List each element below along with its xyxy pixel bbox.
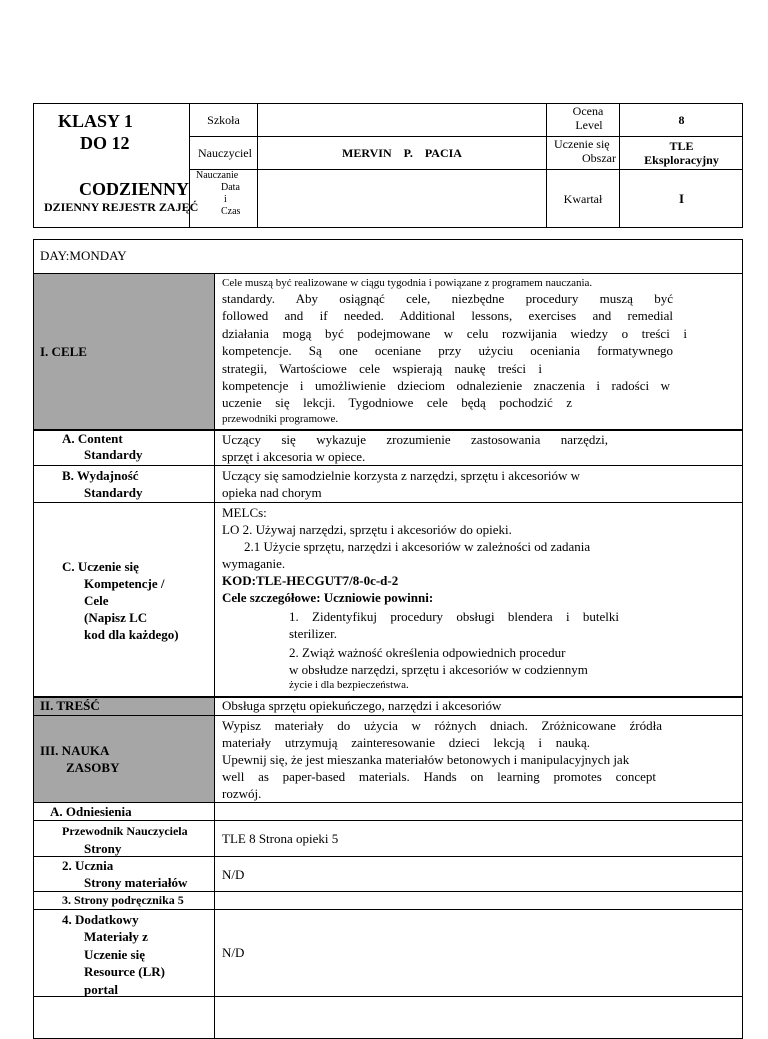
ref-teacher-guide-value: TLE 8 Strona opieki 5	[222, 831, 339, 846]
ref-learner-materials-label: 2. Ucznia Strony materiałów	[62, 858, 188, 890]
codzienny-title: CODZIENNY	[79, 179, 190, 199]
main-divider	[214, 273, 215, 1039]
ref-lr-portal-value: N/D	[222, 945, 245, 960]
row-divider	[33, 802, 743, 803]
tresc-label: II. TREŚĆ	[40, 698, 100, 713]
ref-teacher-guide-label: Przewodnik Nauczyciela Strony	[62, 824, 188, 856]
ref-textbook-label: 3. Strony podręcznika 5	[62, 893, 184, 907]
odniesienia-label: A. Odniesienia	[50, 804, 132, 819]
performance-standards-text: Uczący się samodzielnie korzysta z narzędzi, sprzętu i akcesoriów w opieka nad chorym	[222, 468, 581, 500]
dzienny-subtitle: DZIENNY REJESTR ZAJĘĆ	[44, 200, 199, 214]
kwartal-label: Kwartał	[563, 192, 603, 206]
zasoby-text: Wypisz materiały do użycia w różnych dniach. Zróżnicowane źródła materiały utrzymują zainteresowanie dzieci lekcją i nauką. Upewnij się, że jest mieszanka materiałów betonowych i manipulacyjnych jak well as paper-based materials. Hands on learning promotes concept rozwój.	[222, 718, 662, 801]
content-standards-label: A. Content Standardy	[62, 431, 143, 462]
nauczyciel-label: Nauczyciel	[198, 146, 252, 160]
row-divider	[33, 465, 743, 466]
row-divider	[33, 891, 743, 892]
data-label: Nauczanie Data i Czas	[196, 170, 241, 217]
szkola-value	[258, 104, 546, 136]
cele-text: Cele muszą być realizowane w ciągu tygodnia i powiązane z programem nauczania. standardy. Aby osiągnąć cele, niezbędne procedury muszą być followed and if needed. Additional lessons, exercises and remedial działania mogą być podejmowane w celu rozwijania wiedzy o treści i kompetencje. Są one oceniane przy użyciu oceniania formatywnego strategii, Wartościowe cele wspierają naukę treści i kompetencje i umożliwienie dzieciom odnalezienie znaczenia i radości w uczenie się lekcji. Tygodniowe cele będą pochodzić z przewodniki programowe.	[222, 277, 687, 425]
nauczyciel-value: MERVIN P. PACIA	[342, 146, 462, 160]
competencies-label: C. Uczenie się Kompetencje / Cele (Napisz LC kod dla każdego)	[62, 559, 179, 642]
day-label: DAY:MONDAY	[40, 248, 127, 263]
row-divider	[33, 909, 743, 910]
ocena-label: Ocena Level	[572, 104, 604, 132]
row-divider	[33, 820, 743, 821]
szkola-label: Szkoła	[207, 113, 240, 127]
content-standards-text: Uczący się wykazuje zrozumienie zastosowania narzędzi, sprzęt i akcesoria w opiece.	[222, 432, 608, 464]
zasoby-label: III. NAUKA ZASOBY	[40, 743, 120, 775]
row-divider	[33, 502, 743, 503]
grade-title: KLASY 1 DO 12	[58, 111, 133, 153]
ref-learner-materials-value: N/D	[222, 867, 245, 882]
objectives-list: 1. Zidentyfikuj procedury obsługi blendera i butelki sterilizer. 2. Zwiąż ważność określenia odpowiednich procedur w obsłudze narzędzi, sprzętu i akcesoriów w codziennym życie i dla bezpieczeństwa.	[289, 609, 619, 691]
cele-label: I. CELE	[40, 344, 87, 359]
data-value	[258, 170, 546, 228]
competencies-text: MELCs: LO 2. Używaj narzędzi, sprzętu i akcesoriów do opieki. 2.1 Użycie sprzętu, narzędzi i akcesoriów w zależności od zadania wymaganie. KOD:TLE-HECGUT7/8-0c-d-2 Cele szczegółowe: Uczniowie powinni:	[222, 505, 591, 605]
ocena-value: 8	[678, 113, 685, 127]
obszar-label: Uczenie się Obszar	[554, 137, 616, 165]
tresc-value: Obsługa sprzętu opiekuńczego, narzędzi i akcesoriów	[222, 698, 502, 713]
obszar-value: TLE Eksploracyjny	[644, 139, 719, 167]
performance-standards-label: B. Wydajność Standardy	[62, 468, 143, 500]
kwartal-value: I	[678, 191, 685, 206]
ref-lr-portal-label: 4. Dodatkowy Materiały z Uczenie się Resource (LR) portal	[62, 912, 165, 997]
